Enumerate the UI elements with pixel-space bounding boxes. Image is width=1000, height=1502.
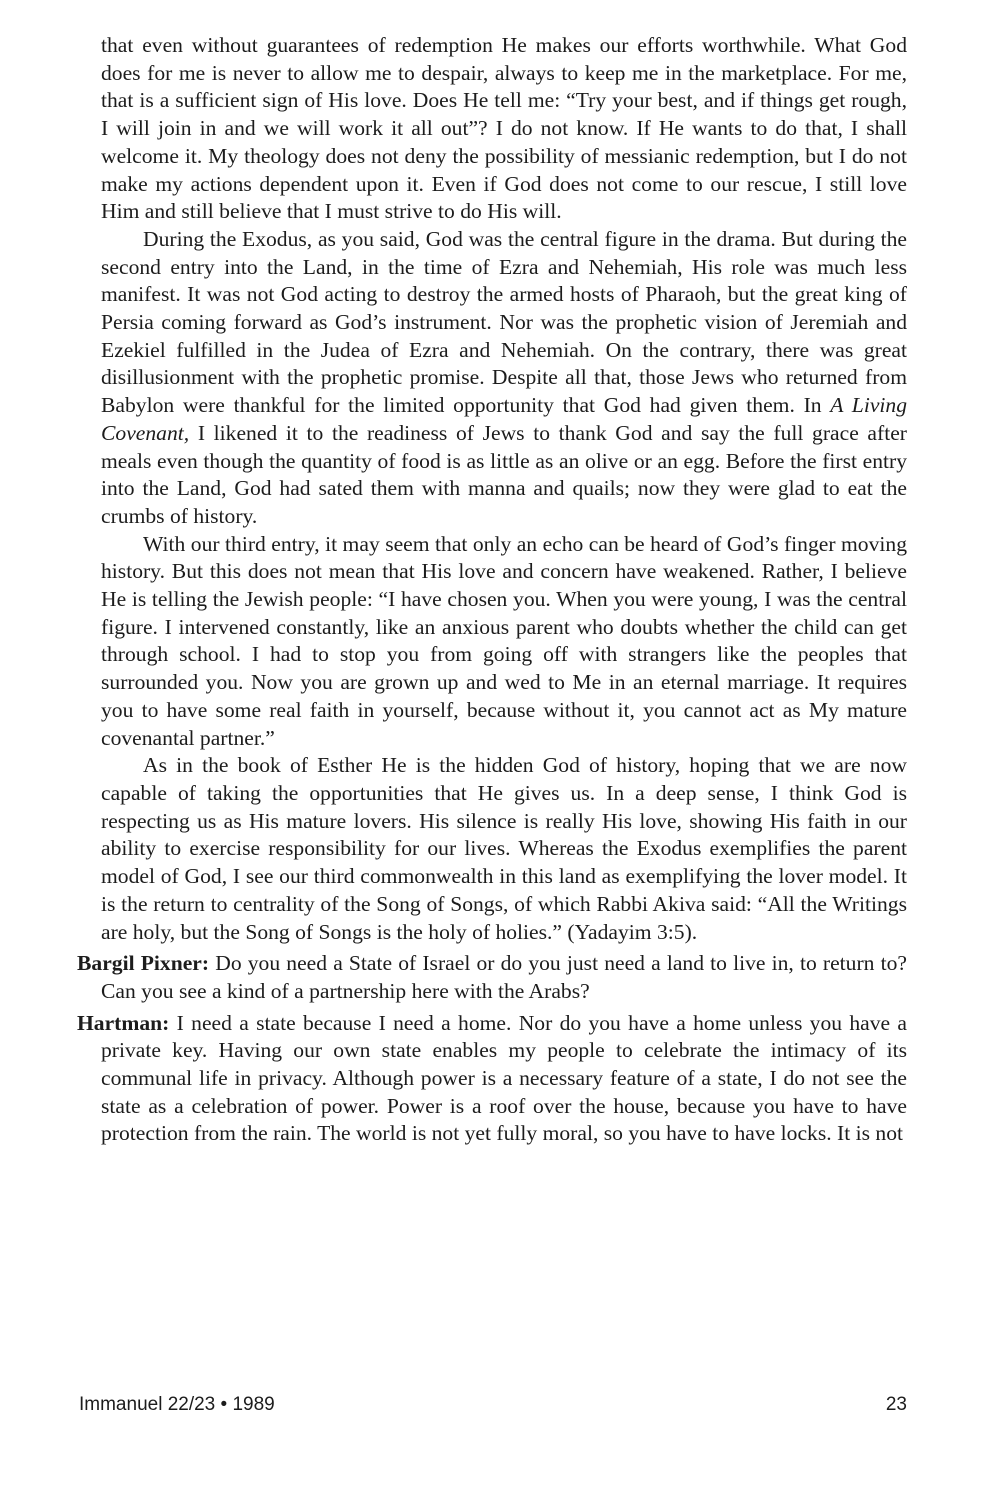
dialogue-question	[77, 950, 907, 1005]
paragraph-continuation: that even without guarantees of redemption He makes our efforts worthwhile. What God does for me is never to allow me to despair, always to keep me in the marketplace. For me, that is a sufficient sign of His love. Does He tell me: “Try your best, and if things get rough, I will join in and we will work it all out”? I do not know. If He wants to do that, I shall welcome it. My theology does not deny the possibility of messianic redemption, but I do not make my actions dependent upon it. Even if God does not come to our rescue, I still love Him and still believe that I must strive to do His will.	[101, 33, 907, 224]
paragraph-text: During the Exodus, as you said, God was the central figure in the drama. But during the second entry into the Land, in the time of Ezra and Nehemiah, His role was much less manifest. It was not God acting to destroy the armed hosts of Pharaoh, but the great king of Persia coming forward as God’s instrument. Nor was the prophetic vision of Jeremiah and Ezekiel fulfilled in the Judea of Ezra and Nehemiah. On the contrary, there was great disillusionment with the prophetic promise. Despite all that, those Jews who returned from Babylon were thankful for the limited opportunity that God had given them. In	[101, 226, 907, 418]
paragraph-text: I likened it to the readiness of Jews to thank God and say the full grace after meals even though the quantity of food is as little as an olive or an egg. Before the first entry into the Land, God had sated them with manna and quails; now they were glad to eat the crumbs of history.	[101, 420, 907, 528]
paragraph-exodus	[101, 226, 907, 531]
paragraph-esther: As in the book of Esther He is the hidden God of history, hoping that we are now capable of taking the opportunities that He gives us. In a deep sense, I think God is respecting us as His mature lovers. His silence is really His love, showing His faith in our ability to exercise responsibility for our lives. Whereas the Exodus exemplifies the parent model of God, I see our third commonwealth in this land as exemplifying the lover model. It is the return to centrality of the Song of Songs, of which Rabbi Akiva said: “All the Writings are holy, but the Song of Songs is the holy of holies.” (Yadayim 3:5).	[101, 753, 907, 944]
book-title: A Living Covenant,	[101, 393, 907, 445]
speech-text: I need a state because I need a home. Nor do you have a home unless you have a private key. Having our own state enables my people to celebrate the intimacy of its communal life in privacy. Although power is a necessary feature of a state, I do not see the state as a celebration of power. Power is a roof over the house, because you have to have protection from the rain. The world is not yet fully moral, so you have to have locks. It is not	[101, 1010, 907, 1146]
speaker-name: Bargil Pixner:	[77, 951, 210, 976]
journal-citation: Immanuel 22/23 • 1989	[79, 1394, 275, 1415]
paragraph-third-entry: With our third entry, it may seem that only an echo can be heard of God’s finger moving history. But this does not mean that His love and concern have weakened. Rather, I believe He is telling the Jewish people: “I have chosen you. When you were young, I was the central figure. I intervened constantly, like an anxious parent who doubts whether the child can get through school. I had to stop you from going off with strangers like the peoples that surrounded you. Now you are grown up and wed to Me in an eternal marriage. It requires you to have some real faith in yourself, because without it, you cannot act as My mature covenantal partner.”	[101, 531, 907, 750]
speaker-name: Hartman:	[77, 1010, 170, 1035]
speech-text: Do you need a State of Israel or do you just need a land to live in, to return to? Can you see a kind of a partnership here with the Arabs?	[101, 951, 907, 1003]
dialogue-answer	[77, 1010, 907, 1149]
page-number: 23	[885, 1394, 907, 1415]
page-body	[77, 32, 907, 1148]
